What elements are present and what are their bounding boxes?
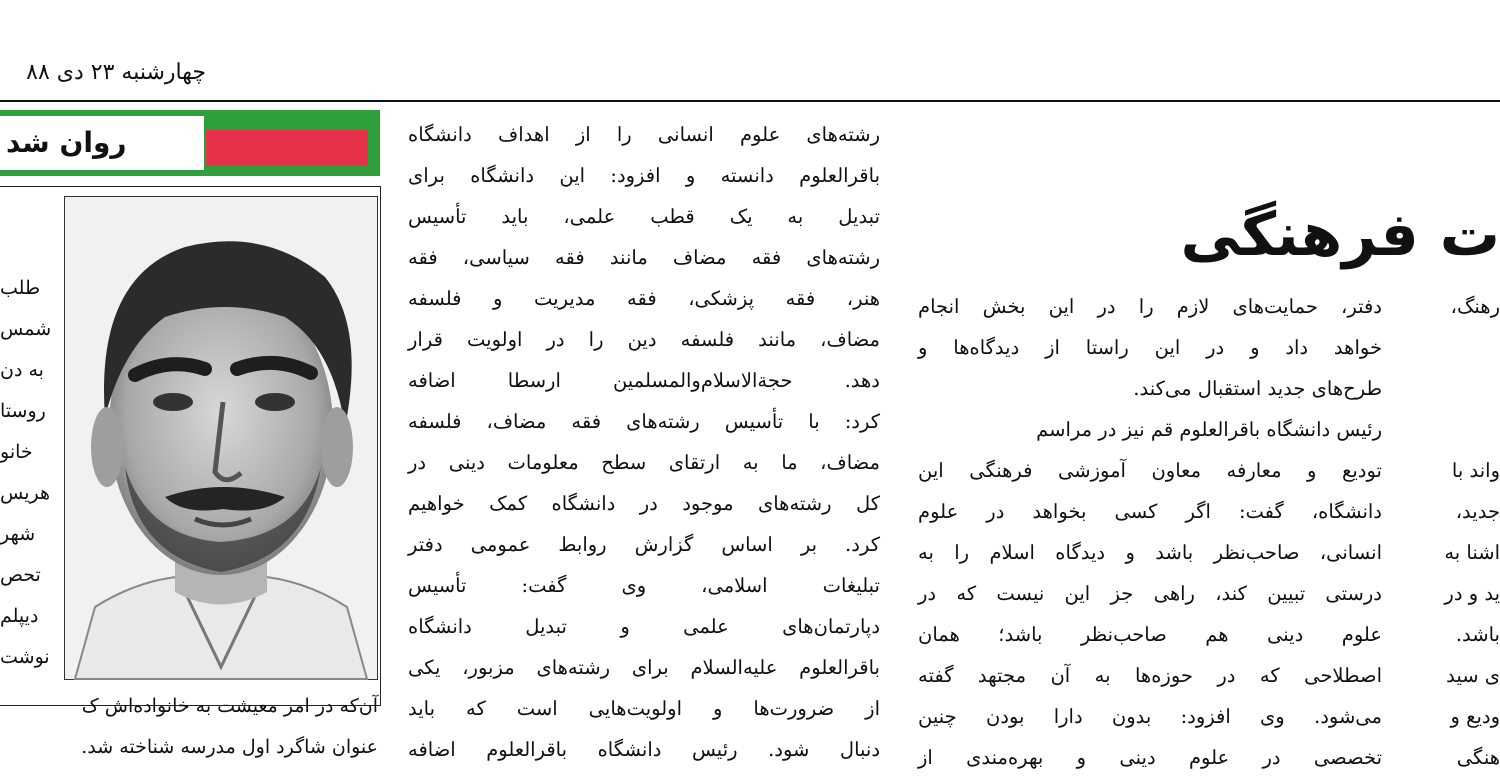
sidebar-line: شمس [0, 318, 52, 340]
article-column-right [918, 286, 1382, 775]
text-line: جدید، [1455, 500, 1500, 523]
text-line: ی سید [1446, 664, 1500, 687]
portrait-icon [65, 197, 377, 679]
text-line: دفتر، حمایت‌های لازم را در این بخش انجام [918, 295, 1382, 318]
text-line: علوم دینی هم صاحب‌نظر باشد؛ همان [918, 623, 1382, 646]
header-rule [0, 100, 1500, 102]
text-line: از ضرورت‌ها و اولویت‌هایی است که باید [408, 697, 880, 720]
text-line: طرح‌های جدید استقبال می‌کند. [1133, 377, 1382, 400]
banner-red-stripe [206, 130, 368, 166]
text-line: ودیع و [1450, 705, 1500, 728]
text-line: ید و در [1444, 582, 1500, 605]
text-line: رشته‌های علوم انسانی را از اهداف دانشگاه [408, 123, 880, 146]
text-line: دپارتمان‌های علمی و تبدیل دانشگاه [408, 615, 880, 638]
sidebar-line: طلب [0, 277, 41, 299]
text-line: اصطلاحی که در حوزه‌ها به آن مجتهد گفته [918, 664, 1382, 687]
text-line: تخصصی در علوم دینی و بهره‌مندی از [918, 746, 1382, 769]
text-line: کرد: با تأسیس رشته‌های فقه مضاف، فلسفه [408, 410, 880, 433]
sidebar-line: تحص [0, 564, 41, 586]
text-line: باقرالعلوم علیه‌السلام برای رشته‌های مزبور، یکی [408, 656, 880, 679]
portrait-photo [64, 196, 378, 680]
column-gap [1408, 368, 1500, 409]
sidebar-line: شهر [0, 523, 36, 545]
text-line: اشنا به [1444, 541, 1500, 564]
text-line: می‌شود. وی افزود: بدون دارا بودن چنین [918, 705, 1382, 728]
article-column-middle [408, 114, 880, 775]
text-line: مضاف، مانند فلسفه دین را در اولویت قرار [408, 328, 880, 351]
sidebar-truncated-text [0, 268, 60, 680]
text-line: انسانی، صاحب‌نظر باشد و دیدگاه اسلام را به [918, 541, 1382, 564]
sidebar-line: به دن [0, 359, 44, 381]
text-line: کل رشته‌های موجود در دانشگاه کمک خواهیم [408, 492, 880, 515]
sidebar-line: دیپلم [0, 605, 39, 627]
text-line: درستی تبیین کند، راهی جز این نیست که در [918, 582, 1382, 605]
text-line: دانشگاه، گفت: اگر کسی بخواهد در علوم [918, 500, 1382, 523]
text-line: دهد. حجةالاسلام‌والمسلمین ارسطا اضافه [408, 369, 880, 392]
text-line: رهنگ، [1450, 295, 1500, 318]
sidebar-caption-line: عنوان شاگرد اول مدرسه شناخته شد. [81, 736, 378, 758]
article-headline: ت فرهنگی [1180, 200, 1500, 270]
text-line: هنر، فقه پزشکی، فقه مدیریت و فلسفه [408, 287, 880, 310]
text-line: رشته‌های فقه مضاف مانند فقه سیاسی، فقه [408, 246, 880, 269]
text-line: مضاف، ما به ارتقای سطح معلومات دینی در [408, 451, 880, 474]
column-gap [1408, 409, 1500, 450]
text-line: تبدیل به یک قطب علمی، باید تأسیس [408, 205, 880, 228]
paragraph-start-line: رئیس دانشگاه باقرالعلوم قم نیز در مراسم [1036, 418, 1382, 441]
banner-title: روان شد [6, 126, 127, 159]
text-line: کرد. بر اساس گزارش روابط عمومی دفتر [408, 533, 880, 556]
text-line: دنبال شود. رئیس دانشگاه باقرالعلوم اضافه [408, 738, 880, 761]
sidebar-caption [0, 686, 378, 775]
sidebar-caption-line: آن‌که در امر معیشت به خانواده‌اش ک [81, 695, 378, 717]
text-line: باشد. [1455, 623, 1500, 646]
issue-date: چهارشنبه ۲۳ دی ۸۸ [26, 60, 206, 85]
text-line: باقرالعلوم دانسته و افزود: این دانشگاه برای [408, 164, 880, 187]
text-line: خواهد داد و در این راستا از دیدگاه‌ها و [918, 336, 1382, 359]
sidebar-line: روستا [0, 400, 46, 422]
text-line: هنگی [1456, 746, 1500, 769]
column-gap [1408, 327, 1500, 368]
article-column-far-right [1408, 286, 1500, 775]
sidebar-line: هریس [0, 482, 51, 504]
text-line: تودیع و معارفه معاون آموزشی فرهنگی این [918, 459, 1382, 482]
text-line: واند با [1451, 459, 1500, 482]
sidebar-line: نوشت [0, 646, 50, 668]
text-line: تبلیغات اسلامی، وی گفت: تأسیس [408, 574, 880, 597]
column-banner [0, 110, 380, 176]
sidebar-line: خانو [0, 441, 33, 463]
